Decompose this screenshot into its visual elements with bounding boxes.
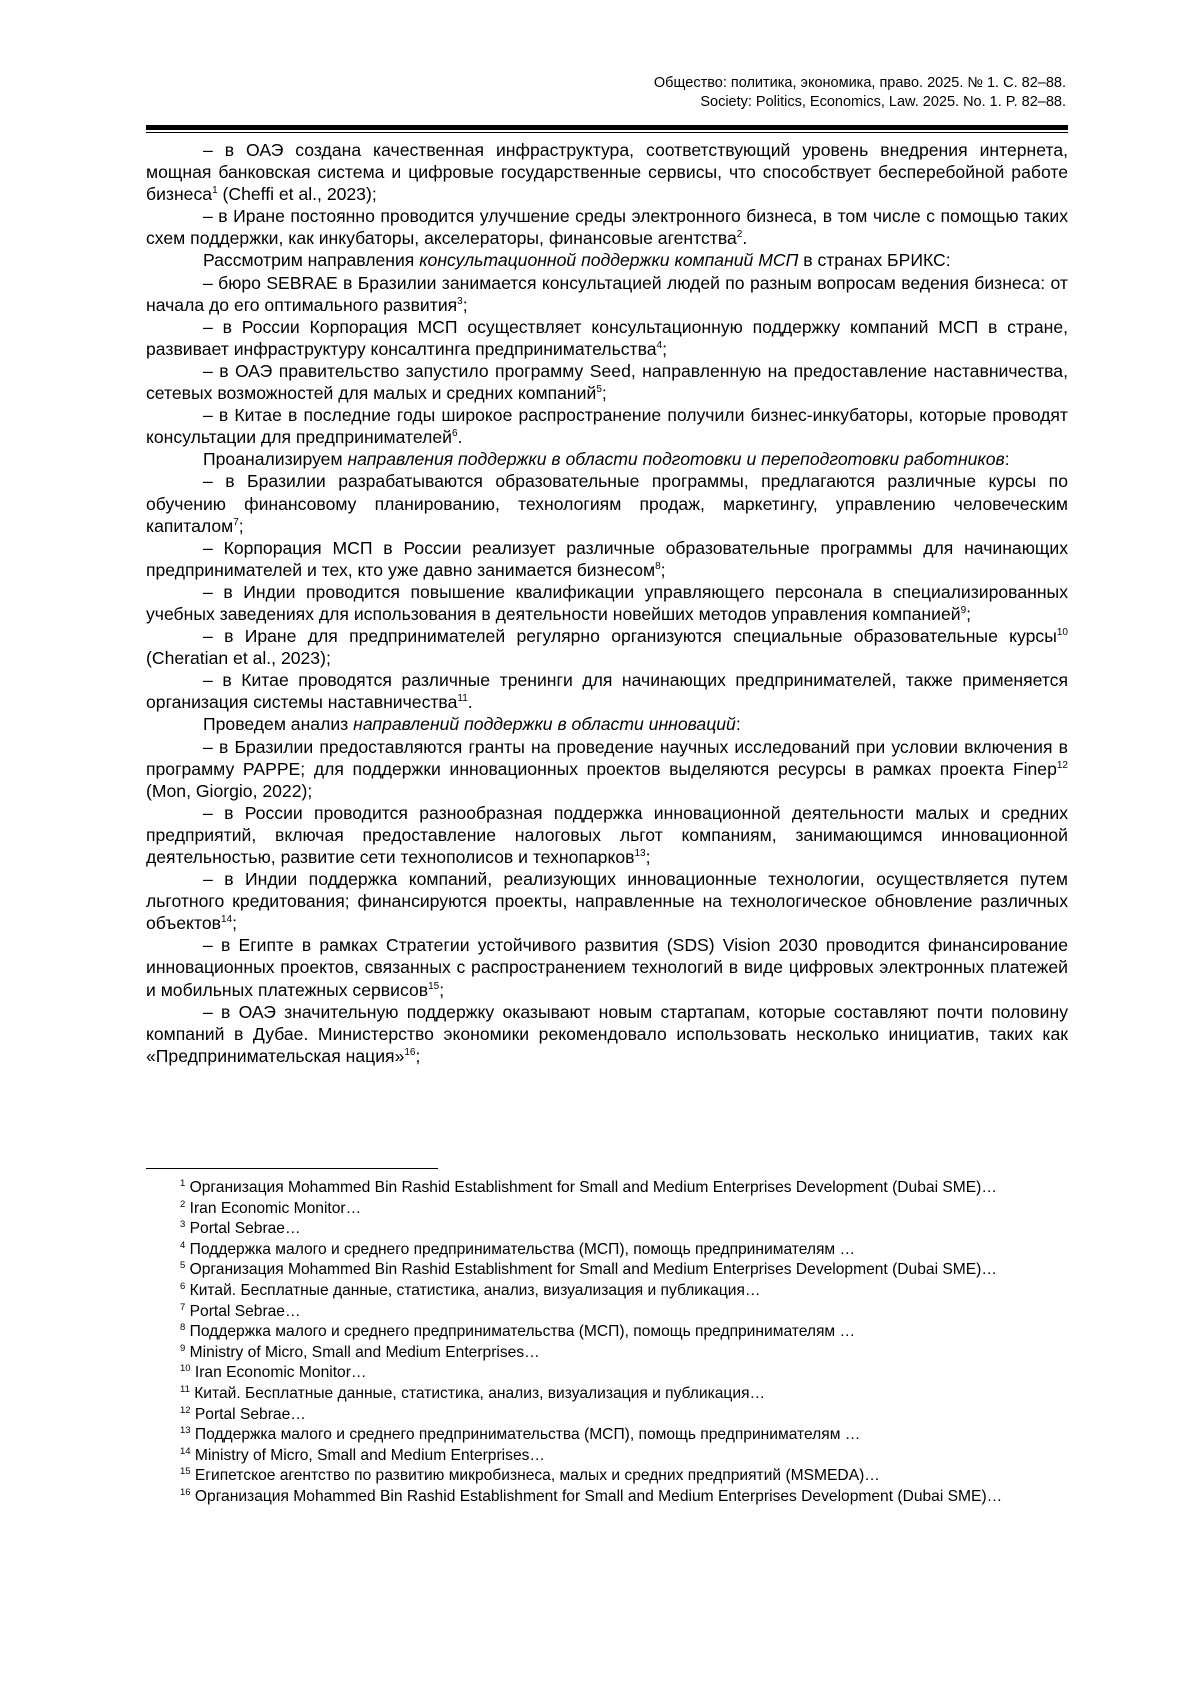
footnote-number: 13 bbox=[180, 1425, 191, 1437]
paragraph-text: – в Китае в последние годы широкое распространение получили бизнес-инкубаторы, которые проводят консультации для предпринимателей bbox=[146, 405, 1068, 448]
paragraph-text-tail: : bbox=[735, 714, 741, 735]
body-paragraph bbox=[146, 537, 1068, 581]
footnote-item bbox=[146, 1384, 1068, 1405]
body-paragraph bbox=[146, 360, 1068, 404]
paragraph-text-tail: ; bbox=[439, 979, 445, 1000]
footnote-text: Поддержка малого и среднего предпринимательства (МСП), помощь предпринимателям … bbox=[185, 1240, 856, 1258]
footnote-item bbox=[146, 1363, 1068, 1384]
footnote-text: Iran Economic Monitor… bbox=[185, 1199, 362, 1217]
paragraph-text-tail: ; bbox=[601, 383, 607, 404]
footnote-number: 1 bbox=[180, 1178, 186, 1189]
footnote-number: 11 bbox=[180, 1383, 190, 1395]
footnote-ref: 8 bbox=[655, 560, 661, 572]
paragraph-text: – в ОАЭ правительство запустило программу Seed, направленную на предоставление наставничества, сетевых возможностей для малых и средних компаний bbox=[146, 360, 1068, 404]
footnote-item bbox=[146, 1466, 1068, 1487]
footnote-ref: 10 bbox=[1056, 627, 1068, 639]
footnote-number: 4 bbox=[180, 1239, 186, 1251]
body-paragraph bbox=[146, 404, 1068, 448]
footnote-item bbox=[146, 1219, 1068, 1240]
footnote-text: Portal Sebrae… bbox=[190, 1405, 306, 1423]
paragraph-text: – в России Корпорация МСП осуществляет консультационную поддержку компаний МСП в стране, развивает инфраструктуру консалтинга предпринимательства bbox=[146, 316, 1068, 359]
footnote-text: Поддержка малого и среднего предпринимательства (МСП), помощь предпринимателям … bbox=[185, 1323, 856, 1341]
body-paragraph bbox=[146, 713, 1068, 735]
paragraph-text: – в Бразилии разрабатываются образовательные программы, предлагаются различные курсы по обучению финансовому планированию, технологиям продаж, маркетингу, управлению человеческим капиталом bbox=[146, 471, 1068, 536]
body-paragraph bbox=[146, 868, 1068, 934]
paragraph-text-tail: ; bbox=[238, 515, 244, 536]
running-header bbox=[654, 74, 1066, 112]
paragraph-text-tail: (Cheffi et al., 2023); bbox=[217, 184, 377, 205]
paragraph-text-tail: . bbox=[457, 427, 463, 448]
footnote-item bbox=[146, 1199, 1068, 1220]
footnote-item bbox=[146, 1487, 1068, 1508]
paragraph-text: – в Египте в рамках Стратегии устойчивого развития (SDS) Vision 2030 проводится финансирование инновационных проектов, связанных с распространением технологий в виде цифровых электронных платежей и мобильных платежных сервисов bbox=[146, 935, 1068, 1000]
paragraph-text: – бюро SEBRAE в Бразилии занимается консультацией людей по разным вопросам ведения бизнеса: от начала до его оптимального развития bbox=[146, 272, 1068, 315]
body-paragraph bbox=[146, 1001, 1068, 1067]
footnote-number: 2 bbox=[180, 1198, 186, 1210]
paragraph-text: – в ОАЭ значительную поддержку оказывают новым стартапам, которые составляют почти половину компаний в Дубае. Министерство экономики рекомендовало использовать несколько инициатив, таких как «Предпринимательская нация» bbox=[146, 1001, 1068, 1066]
footnote-ref: 3 bbox=[457, 295, 463, 307]
paragraph-text: – в России проводится разнообразная поддержка инновационной деятельности малых и средних предприятий, включая предоставление налоговых льгот компаниям, занимающимся инновационной деятельностью, развитие сети технополисов и технопарков bbox=[146, 802, 1068, 867]
header-line-en: Society: Politics, Economics, Law. 2025. No. 1. P. 82–88. bbox=[700, 94, 1066, 110]
footnote-number: 7 bbox=[180, 1301, 186, 1313]
paragraph-text-tail: (Mon, Giorgio, 2022); bbox=[146, 780, 313, 801]
body-paragraph bbox=[146, 272, 1068, 316]
paragraph-text-tail: : bbox=[1004, 449, 1010, 470]
footnote-ref: 14 bbox=[220, 914, 233, 926]
footnote-ref: 15 bbox=[428, 980, 440, 992]
body-paragraph bbox=[146, 581, 1068, 625]
paragraph-text-tail: ; bbox=[966, 603, 972, 624]
paragraph-emphasis: консультационной поддержки компаний МСП bbox=[419, 250, 799, 271]
body-paragraph bbox=[146, 139, 1068, 205]
footnote-item bbox=[146, 1302, 1068, 1323]
paragraph-text-tail: ; bbox=[232, 913, 237, 934]
header-rule-thin bbox=[146, 132, 1068, 133]
paragraph-text-tail: (Cheratian et al., 2023); bbox=[146, 648, 331, 669]
paragraph-text: – Корпорация МСП в России реализует различные образовательные программы для начинающих предпринимателей и тех, кто уже давно занимается бизнесом bbox=[146, 537, 1068, 580]
footnote-ref: 5 bbox=[596, 384, 602, 396]
footnote-ref: 1 bbox=[212, 185, 218, 197]
footnote-text: Поддержка малого и среднего предпринимательства (МСП), помощь предпринимателям … bbox=[190, 1426, 861, 1444]
footnote-ref: 7 bbox=[233, 516, 239, 528]
footnote-item bbox=[146, 1178, 1068, 1199]
paragraph-text: Проведем анализ bbox=[203, 714, 354, 735]
footnote-number: 16 bbox=[180, 1486, 191, 1498]
footnote-separator bbox=[146, 1168, 438, 1169]
paragraph-text: Рассмотрим направления bbox=[203, 250, 420, 271]
paragraph-text-tail: ; bbox=[415, 1045, 421, 1066]
footnote-item bbox=[146, 1425, 1068, 1446]
footnote-item bbox=[146, 1260, 1068, 1281]
footnote-text: Portal Sebrae… bbox=[185, 1220, 301, 1238]
footnote-item bbox=[146, 1343, 1068, 1364]
footnote-number: 10 bbox=[180, 1363, 191, 1375]
footnote-number: 5 bbox=[180, 1260, 186, 1272]
footnote-text: Ministry of Micro, Small and Medium Enterprises… bbox=[190, 1446, 546, 1464]
footnote-text: Ministry of Micro, Small and Medium Enterprises… bbox=[185, 1343, 540, 1361]
footnote-ref: 12 bbox=[1056, 759, 1068, 771]
footnote-ref: 4 bbox=[656, 339, 663, 351]
footnote-ref: 6 bbox=[451, 428, 458, 440]
footnote-item bbox=[146, 1446, 1068, 1467]
paragraph-text: – в Индии проводится повышение квалификации управляющего персонала в специализированных учебных заведениях для использования в деятельности новейших методов управления компанией bbox=[146, 581, 1068, 624]
paragraph-text: – в Иране для предпринимателей регулярно организуются специальные образовательные курсы bbox=[203, 626, 1057, 647]
paragraph-text-tail: ; bbox=[662, 338, 667, 359]
footnote-text: Китай. Бесплатные данные, статистика, анализ, визуализация и публикация… bbox=[185, 1281, 761, 1299]
paragraph-text: – в Китае проводятся различные тренинги для начинающих предпринимателей, также применяется организация системы наставничества bbox=[146, 670, 1068, 713]
body-paragraph bbox=[146, 934, 1068, 1000]
body-paragraph bbox=[146, 448, 1068, 470]
footnote-number: 3 bbox=[180, 1219, 186, 1231]
paragraph-text-tail: . bbox=[467, 692, 473, 713]
body-paragraph bbox=[146, 316, 1068, 360]
footnote-text: Организация Mohammed Bin Rashid Establishment for Small and Medium Enterprises Development (Dubai SME)… bbox=[185, 1261, 997, 1279]
paragraph-text-tail: ; bbox=[462, 294, 468, 315]
footnote-ref: 2 bbox=[736, 229, 743, 241]
paragraph-text: – в Бразилии предоставляются гранты на проведение научных исследований при условии включения в программу PAPPE; для поддержки инновационных проектов выделяются ресурсы в рамках проекта Finep bbox=[146, 736, 1068, 779]
footnote-item bbox=[146, 1281, 1068, 1302]
footnote-text: Китай. Бесплатные данные, статистика, анализ, визуализация и публикация… bbox=[189, 1384, 766, 1402]
body-paragraph bbox=[146, 470, 1068, 536]
paragraph-emphasis: направлений поддержки в области инноваций bbox=[353, 714, 736, 735]
footnote-item bbox=[146, 1240, 1068, 1261]
body-paragraph bbox=[146, 669, 1068, 713]
paragraph-text: – в Иране постоянно проводится улучшение среды электронного бизнеса, в том числе с помощью таких схем поддержки, как инкубаторы, акселераторы, финансовые агентства bbox=[146, 206, 1068, 249]
header-line-ru: Общество: политика, экономика, право. 2025. № 1. С. 82–88. bbox=[653, 75, 1066, 91]
footnote-ref: 9 bbox=[960, 604, 967, 616]
footnote-ref: 13 bbox=[634, 848, 646, 859]
footnote-number: 6 bbox=[180, 1280, 186, 1292]
paragraph-text-tail: . bbox=[742, 228, 748, 249]
footnote-text: Организация Mohammed Bin Rashid Establishment for Small and Medium Enterprises Development (Dubai SME)… bbox=[185, 1179, 997, 1196]
paragraph-text-tail: ; bbox=[660, 559, 666, 580]
footnote-number: 12 bbox=[180, 1404, 191, 1416]
body-paragraph bbox=[146, 625, 1068, 669]
body-paragraph bbox=[146, 736, 1068, 802]
footnote-ref: 16 bbox=[404, 1046, 416, 1058]
body-paragraph bbox=[146, 205, 1068, 249]
footnote-number: 9 bbox=[180, 1342, 186, 1354]
paragraph-emphasis: направления поддержки в области подготовки и переподготовки работников bbox=[347, 449, 1005, 470]
footnote-text: Египетское агентство по развитию микробизнеса, малых и средних предприятий (MSMEDA)… bbox=[190, 1467, 880, 1485]
paragraph-text-tail: ; bbox=[645, 847, 651, 867]
footnote-text: Portal Sebrae… bbox=[185, 1302, 301, 1320]
body-paragraph bbox=[146, 802, 1068, 868]
footnote-item bbox=[146, 1405, 1068, 1426]
footnote-text: Iran Economic Monitor… bbox=[190, 1364, 367, 1382]
paragraph-text: Проанализируем bbox=[203, 449, 348, 470]
footnote-item bbox=[146, 1322, 1068, 1343]
paragraph-text: – в ОАЭ создана качественная инфраструктура, соответствующий уровень внедрения интернета, мощная банковская система и цифровые государственные сервисы, что способствует бесперебойной работе бизнеса bbox=[146, 140, 1068, 205]
header-rule-thick bbox=[146, 125, 1068, 130]
footnote-text: Организация Mohammed Bin Rashid Establishment for Small and Medium Enterprises Development (Dubai SME)… bbox=[190, 1487, 1003, 1505]
footnote-number: 14 bbox=[180, 1445, 191, 1457]
paragraph-text-tail: в странах БРИКС: bbox=[798, 250, 951, 271]
body-paragraph bbox=[146, 249, 1068, 271]
paragraph-text: – в Индии поддержка компаний, реализующих инновационные технологии, осуществляется путем льготного кредитования; финансируются проекты, направленные на технологическое обновление различных объектов bbox=[146, 869, 1068, 934]
body-text bbox=[146, 139, 1068, 1067]
footnote-number: 8 bbox=[180, 1322, 186, 1334]
footnote-ref: 11 bbox=[457, 693, 468, 705]
footnotes bbox=[146, 1178, 1068, 1508]
footnote-number: 15 bbox=[180, 1466, 191, 1478]
